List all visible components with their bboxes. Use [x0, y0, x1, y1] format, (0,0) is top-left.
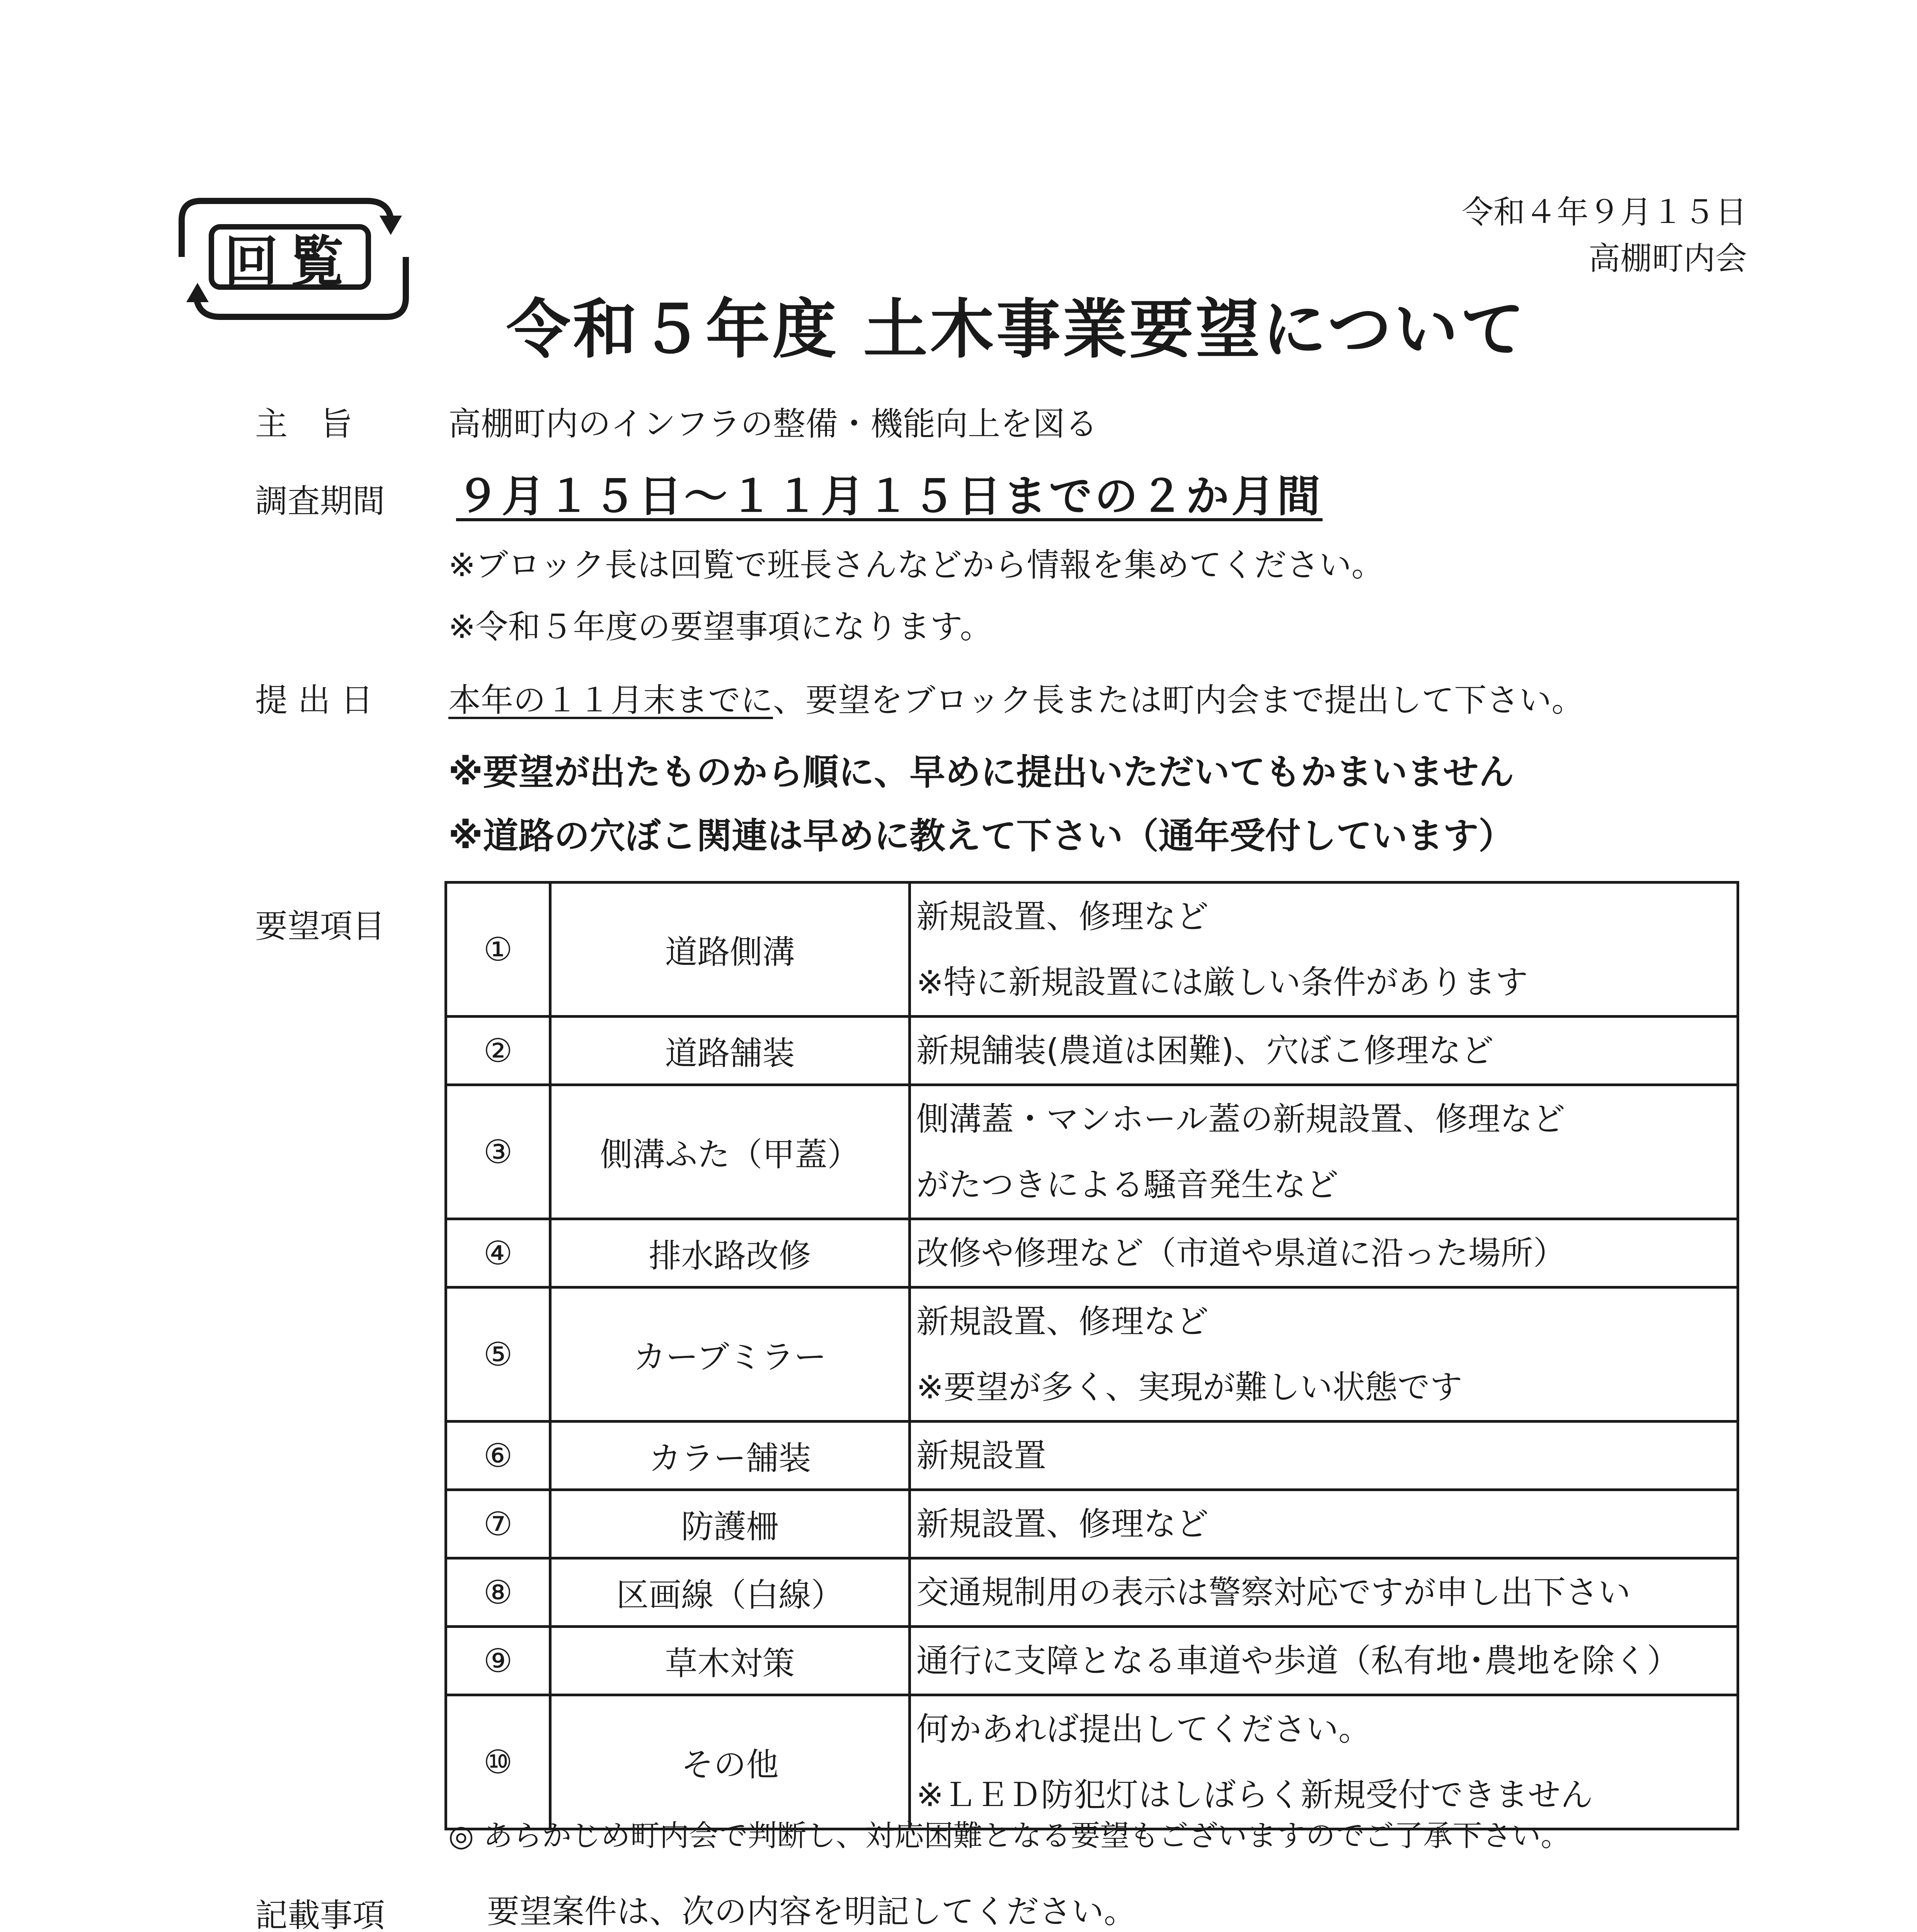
item-name: 防護柵 [550, 1490, 910, 1558]
item-description: 新規設置 [910, 1422, 1738, 1490]
item-number: ④ [446, 1219, 550, 1287]
table-row [446, 1287, 1738, 1422]
kairan-label: 回覧 [209, 224, 371, 290]
table-row [446, 1490, 1738, 1558]
period-label: 調査期間 [255, 482, 385, 520]
item-number: ⑧ [446, 1558, 550, 1627]
item-name: 草木対策 [550, 1627, 910, 1695]
submission-label: 提 出 日 [255, 681, 373, 719]
item-description: 新規設置、修理など ※要望が多く、実現が難しい状態です [910, 1287, 1738, 1422]
item-name: 区画線（白線） [550, 1558, 910, 1627]
item-description: 新規設置、修理など ※特に新規設置には厳しい条件があります [910, 883, 1738, 1017]
table-row [446, 883, 1738, 1017]
purpose-label: 主 旨 [255, 405, 353, 443]
item-name: 道路舗装 [550, 1017, 910, 1085]
item-description: 何かあれば提出してください。 ※ＬＥＤ防犯灯はしばらく新規受付できません [910, 1695, 1738, 1829]
issue-date: 令和４年９月１５日 [1461, 194, 1747, 231]
request-items-label: 要望項目 [255, 907, 385, 945]
submission-instruction: 、要望をブロック長または町内会まで提出して下さい。 [773, 681, 1584, 719]
submission-note-2: ※道路の穴ぼこ関連は早めに教えて下さい（通年受付しています） [448, 815, 1514, 857]
item-number: ⑤ [446, 1287, 550, 1422]
table-row [446, 1695, 1738, 1829]
item-name: その他 [550, 1695, 910, 1829]
item-description: 新規舗装(農道は困難)、穴ぼこ修理など [910, 1017, 1738, 1085]
item-number: ⑩ [446, 1695, 550, 1829]
period-text: ９月１５日～１１月１５日までの２か月間 [456, 471, 1323, 522]
item-number: ⑦ [446, 1490, 550, 1558]
date-block [1462, 189, 1747, 282]
request-items-footnote: ◎ あらかじめ町内会で判断し、対応困難となる要望もございますのでご了承下さい。 [448, 1818, 1570, 1853]
item-number: ① [446, 883, 550, 1017]
table-row [446, 1627, 1738, 1695]
table-row [446, 1085, 1738, 1219]
table-row [446, 1219, 1738, 1287]
item-name: 排水路改修 [550, 1219, 910, 1287]
item-number: ⑥ [446, 1422, 550, 1490]
page-title: 令和５年度 土木事業要望について [506, 293, 1527, 367]
item-name: カーブミラー [550, 1287, 910, 1422]
item-description: 側溝蓋・マンホール蓋の新規設置、修理など がたつきによる騒音発生など [910, 1085, 1738, 1219]
period-note-1: ※ブロック長は回覧で班長さんなどから情報を集めてください。 [448, 546, 1384, 584]
item-description: 新規設置、修理など [910, 1490, 1738, 1558]
purpose-text: 高棚町内のインフラの整備・機能向上を図る [448, 405, 1098, 443]
item-name: 側溝ふた（甲蓋） [550, 1085, 910, 1219]
table-row [446, 1422, 1738, 1490]
period-note-2: ※令和５年度の要望事項になります。 [448, 608, 993, 646]
item-description: 交通規制用の表示は警察対応ですが申し出下さい [910, 1558, 1738, 1627]
item-description: 改修や修理など（市道や県道に沿った場所） [910, 1219, 1738, 1287]
issuer: 高棚町内会 [1588, 240, 1747, 277]
item-number: ⑨ [446, 1627, 550, 1695]
submission-note-1: ※要望が出たものから順に、早めに提出いただいてもかまいません [448, 752, 1514, 793]
table-row [446, 1558, 1738, 1627]
item-name: 道路側溝 [550, 883, 910, 1017]
entries-label: 記載事項 [255, 1896, 385, 1932]
entries-intro: 要望案件は、次の内容を明記してください。 [487, 1893, 1137, 1930]
submission-deadline: 本年の１１月末までに [448, 681, 773, 719]
item-description: 通行に支障となる車道や歩道（私有地･農地を除く） [910, 1627, 1738, 1695]
item-number: ③ [446, 1085, 550, 1219]
table-row [446, 1017, 1738, 1085]
item-number: ② [446, 1017, 550, 1085]
submission-text [448, 674, 1584, 721]
item-name: カラー舗装 [550, 1422, 910, 1490]
kairan-stamp [158, 193, 429, 332]
request-items-table [444, 881, 1739, 1830]
